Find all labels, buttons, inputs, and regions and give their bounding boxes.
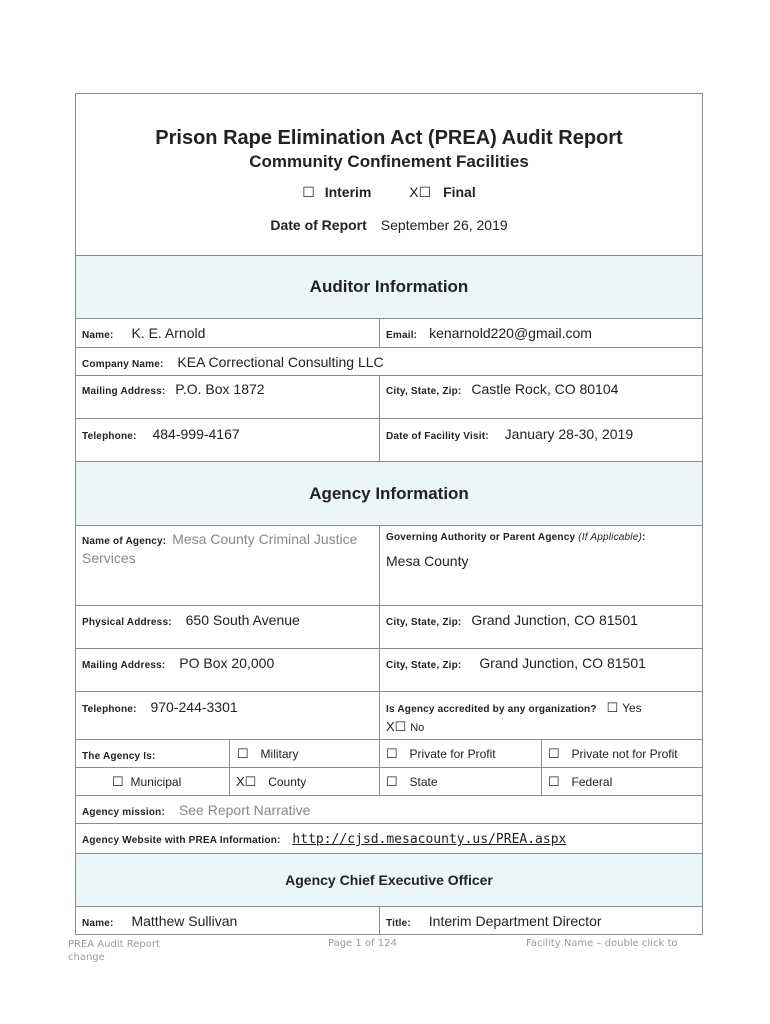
- report-header: [76, 94, 703, 256]
- agency-type-label: The Agency Is:: [82, 750, 156, 762]
- agency-physical-value[interactable]: 650 South Avenue: [185, 612, 300, 628]
- agency-mailing-value[interactable]: PO Box 20,000: [179, 655, 275, 671]
- agency-mission-label: Agency mission:: [82, 806, 166, 818]
- type-military-label: Military: [260, 747, 299, 761]
- auditor-company-label: Company Name:: [82, 358, 164, 370]
- agency-physical-city-label: City, State, Zip:: [386, 617, 462, 628]
- agency-governing-value[interactable]: Mesa County: [386, 553, 469, 569]
- auditor-visit-label: Date of Facility Visit:: [386, 431, 489, 442]
- auditor-name-value[interactable]: K. E. Arnold: [131, 325, 206, 341]
- type-county-checkbox[interactable]: X☐: [236, 774, 257, 789]
- type-state-label: State: [409, 775, 438, 789]
- type-state-cell: [380, 768, 542, 796]
- type-private-nonprofit-cell: [542, 740, 703, 768]
- date-label: Date of Report: [270, 217, 367, 233]
- audit-report-form: [75, 93, 702, 935]
- ceo-section-header: Agency Chief Executive Officer: [76, 854, 703, 907]
- form-table: [75, 93, 703, 935]
- agency-governing-label-row: [386, 532, 696, 543]
- footer-left: PREA Audit Report change: [68, 939, 160, 963]
- ceo-name-value[interactable]: Matthew Sullivan: [131, 912, 238, 929]
- auditor-email-label: Email:: [386, 330, 418, 341]
- agency-accredited-cell: [380, 692, 703, 740]
- auditor-name-cell: [76, 319, 380, 348]
- report-subtitle: Community Confinement Facilities: [249, 152, 529, 171]
- report-type-row: [82, 184, 696, 201]
- agency-phone-label: Telephone:: [82, 704, 137, 715]
- auditor-company-value[interactable]: KEA Correctional Consulting LLC: [177, 353, 384, 370]
- auditor-section-header: Auditor Information: [76, 256, 703, 319]
- type-municipal-cell: [76, 768, 230, 796]
- accredited-no-checkbox[interactable]: X☐: [386, 719, 407, 734]
- auditor-city-label: City, State, Zip:: [386, 386, 462, 397]
- ceo-title-cell: [380, 907, 703, 935]
- agency-mailing-city-label: City, State, Zip:: [386, 660, 462, 671]
- final-checkbox[interactable]: X☐: [409, 184, 432, 200]
- type-private-nonprofit-label: Private not for Profit: [571, 747, 678, 761]
- agency-mailing-city-cell: [380, 649, 703, 692]
- type-county-cell: [230, 768, 380, 796]
- final-label: Final: [443, 184, 476, 200]
- agency-name-label: Name of Agency:: [82, 536, 167, 547]
- agency-name-cell: [76, 526, 380, 606]
- agency-governing-cell: [380, 526, 703, 606]
- agency-type-label-cell: [76, 740, 230, 768]
- agency-physical-label: Physical Address:: [82, 617, 172, 628]
- type-state-checkbox[interactable]: ☐: [386, 774, 398, 789]
- auditor-visit-value[interactable]: January 28-30, 2019: [504, 426, 634, 442]
- agency-phone-cell: [76, 692, 380, 740]
- ceo-name-cell: [76, 907, 380, 935]
- footer-page-number: Page 1 of 124: [328, 938, 397, 949]
- type-private-profit-cell: [380, 740, 542, 768]
- type-federal-cell: [542, 768, 703, 796]
- interim-label: Interim: [324, 184, 372, 200]
- type-military-checkbox[interactable]: ☐: [237, 746, 249, 761]
- auditor-phone-cell: [76, 419, 380, 462]
- auditor-visit-cell: [380, 419, 703, 462]
- accredited-yes-label: Yes: [622, 701, 642, 715]
- report-date-row: [82, 217, 696, 251]
- footer-facility-name[interactable]: Facility Name – double click to: [526, 938, 678, 949]
- type-county-label: County: [268, 775, 307, 789]
- auditor-city-cell: [380, 376, 703, 419]
- agency-physical-cell: [76, 606, 380, 649]
- agency-website-link[interactable]: http://cjsd.mesacounty.us/PREA.aspx: [292, 832, 567, 847]
- agency-accredited-label: Is Agency accredited by any organization?: [386, 704, 597, 715]
- type-federal-checkbox[interactable]: ☐: [548, 774, 560, 789]
- agency-website-label: Agency Website with PREA Information:: [82, 835, 281, 846]
- auditor-phone-value[interactable]: 484-999-4167: [152, 426, 240, 442]
- type-federal-label: Federal: [571, 775, 613, 789]
- auditor-name-label: Name:: [82, 330, 114, 341]
- agency-mission-value[interactable]: See Report Narrative: [178, 801, 311, 818]
- auditor-mailing-value[interactable]: P.O. Box 1872: [175, 381, 265, 397]
- agency-mailing-cell: [76, 649, 380, 692]
- agency-governing-note: (If Applicable): [578, 532, 643, 543]
- agency-name-value[interactable]: Mesa County Criminal Justice Services: [82, 531, 358, 566]
- agency-governing-colon: :: [642, 532, 646, 543]
- agency-physical-city-cell: [380, 606, 703, 649]
- ceo-title-value[interactable]: Interim Department Director: [428, 912, 602, 929]
- auditor-phone-label: Telephone:: [82, 431, 137, 442]
- agency-mailing-city-value[interactable]: Grand Junction, CO 81501: [479, 655, 646, 671]
- agency-physical-city-value[interactable]: Grand Junction, CO 81501: [471, 612, 638, 628]
- report-title: Prison Rape Elimination Act (PREA) Audit Report: [155, 127, 623, 149]
- ceo-title-label: Title:: [386, 917, 411, 929]
- auditor-email-value[interactable]: kenarnold220@gmail.com: [429, 325, 592, 341]
- accredited-no-label: No: [410, 722, 425, 734]
- type-municipal-checkbox[interactable]: ☐: [112, 774, 124, 789]
- type-private-profit-checkbox[interactable]: ☐: [386, 746, 398, 761]
- auditor-company-cell: [76, 348, 703, 376]
- ceo-name-label: Name:: [82, 917, 114, 929]
- date-value[interactable]: September 26, 2019: [380, 217, 508, 233]
- type-private-profit-label: Private for Profit: [409, 747, 496, 761]
- accredited-yes-checkbox[interactable]: ☐: [606, 700, 619, 715]
- auditor-mailing-cell: [76, 376, 380, 419]
- type-military-cell: [230, 740, 380, 768]
- auditor-city-value[interactable]: Castle Rock, CO 80104: [471, 381, 619, 397]
- type-municipal-label: Municipal: [130, 775, 182, 789]
- agency-governing-label: Governing Authority or Parent Agency: [386, 532, 576, 543]
- auditor-mailing-label: Mailing Address:: [82, 386, 166, 397]
- auditor-email-cell: [380, 319, 703, 348]
- agency-mailing-label: Mailing Address:: [82, 660, 166, 671]
- agency-phone-value[interactable]: 970-244-3301: [150, 699, 238, 715]
- agency-website-cell: [76, 824, 703, 854]
- agency-mission-cell: [76, 796, 703, 824]
- agency-section-header: Agency Information: [76, 462, 703, 526]
- interim-checkbox[interactable]: ☐: [302, 184, 315, 200]
- type-private-nonprofit-checkbox[interactable]: ☐: [548, 746, 560, 761]
